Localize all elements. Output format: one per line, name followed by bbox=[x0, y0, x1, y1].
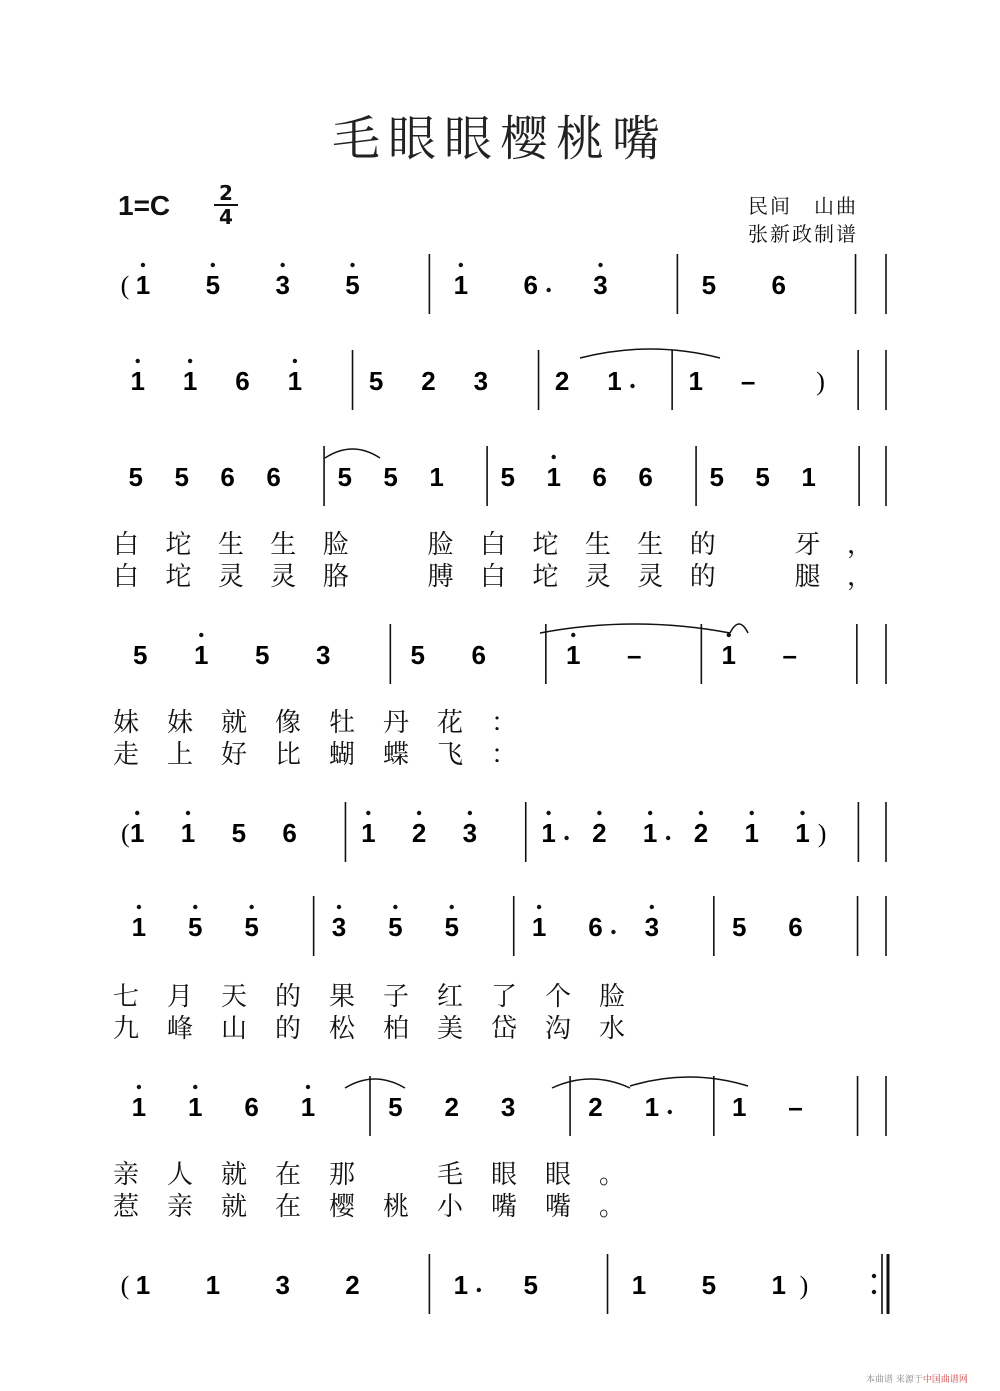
close-paren: ) bbox=[799, 1271, 809, 1300]
lyric-syllable: 腿 bbox=[794, 562, 821, 592]
note: 1 bbox=[771, 1270, 786, 1300]
sustain-dash: – bbox=[740, 366, 756, 396]
lyric-syllable: 嘴 bbox=[544, 1192, 571, 1222]
lyric-line bbox=[0, 560, 1000, 594]
tie-arc bbox=[630, 1077, 748, 1086]
lyric-syllable: 在 bbox=[274, 1192, 301, 1222]
note: 1 bbox=[135, 270, 151, 300]
lyric-syllable: 灵 bbox=[217, 562, 244, 592]
note: 2 bbox=[345, 1270, 360, 1300]
lyric-syllable: 樱 bbox=[328, 1192, 355, 1222]
note: 5 bbox=[444, 912, 459, 942]
lyric-syllable: 坨 bbox=[165, 562, 192, 592]
note: 5 bbox=[128, 462, 144, 492]
lyric-syllable: 飞 bbox=[436, 740, 463, 770]
lyric-syllable: 眼 bbox=[490, 1160, 517, 1190]
lyric-syllable: 灵 bbox=[637, 562, 664, 592]
lyric-syllable: 花 bbox=[436, 708, 463, 738]
note: 1 bbox=[731, 1092, 747, 1122]
note: 5 bbox=[755, 462, 770, 492]
note: 1 bbox=[188, 1092, 203, 1122]
lyric-syllable: 子 bbox=[382, 982, 409, 1012]
octave-dot bbox=[650, 905, 654, 909]
lyric-syllable: 岱 bbox=[490, 1014, 517, 1044]
note: 3 bbox=[644, 912, 660, 942]
note: 5 bbox=[244, 912, 259, 942]
octave-dot bbox=[552, 455, 556, 459]
credit-transcriber: 张新政制谱 bbox=[748, 222, 858, 246]
slur-arc bbox=[552, 1079, 630, 1088]
octave-dot bbox=[750, 811, 754, 815]
note: 6 bbox=[244, 1092, 259, 1122]
score-title: 毛眼眼樱桃嘴 bbox=[331, 111, 668, 167]
lyric-syllable: 像 bbox=[274, 708, 301, 738]
lyric-syllable: 脸 bbox=[427, 530, 454, 560]
lyric-syllable: 走 bbox=[112, 740, 139, 770]
octave-dot bbox=[366, 811, 370, 815]
note: 5 bbox=[701, 1270, 717, 1300]
lyric-syllable: 惹 bbox=[112, 1192, 139, 1222]
octave-dot bbox=[597, 811, 601, 815]
note: 6 bbox=[592, 462, 607, 492]
note: 2 bbox=[588, 1092, 603, 1122]
note: 1 bbox=[131, 912, 147, 942]
note: 5 bbox=[388, 1092, 403, 1122]
note: 1 bbox=[453, 270, 469, 300]
lyric-syllable: 人 bbox=[166, 1160, 193, 1190]
note: 1 bbox=[131, 1092, 147, 1122]
note: 5 bbox=[368, 366, 384, 396]
octave-dot bbox=[188, 359, 192, 363]
lyric-syllable: 美 bbox=[436, 1014, 463, 1044]
note: 5 bbox=[709, 462, 724, 492]
lyric-syllable: ： bbox=[490, 740, 517, 770]
octave-dot bbox=[211, 263, 215, 267]
octave-dot bbox=[417, 811, 421, 815]
note: 6 bbox=[235, 366, 250, 396]
lyric-syllable: 就 bbox=[220, 708, 247, 738]
note: 5 bbox=[388, 912, 403, 942]
lyric-syllable: 嘴 bbox=[490, 1192, 517, 1222]
note: 6 bbox=[266, 462, 281, 492]
lyric-syllable: 个 bbox=[544, 982, 571, 1012]
lyric-syllable: 。 bbox=[598, 1192, 625, 1222]
lyric-syllable: 峰 bbox=[166, 1014, 193, 1044]
note: 1 bbox=[631, 1270, 647, 1300]
watermark-brand: 中国曲谱网 bbox=[922, 1375, 968, 1385]
note: 6 bbox=[523, 270, 538, 300]
note: 5 bbox=[133, 640, 148, 670]
note: 2 bbox=[554, 366, 570, 396]
open-paren: ( bbox=[120, 819, 130, 848]
augmentation-dot bbox=[666, 836, 670, 840]
slur-arc bbox=[345, 1079, 405, 1088]
lyric-syllable: 天 bbox=[220, 982, 247, 1012]
lyric-syllable: 蝴 bbox=[328, 740, 355, 770]
augmentation-dot bbox=[546, 288, 550, 292]
lyric-line bbox=[0, 980, 1000, 1014]
note: 1 bbox=[300, 1092, 316, 1122]
lyric-syllable: 果 bbox=[328, 982, 355, 1012]
note: 1 bbox=[721, 640, 737, 670]
lyric-syllable: 坨 bbox=[532, 562, 559, 592]
key-signature: 1=C bbox=[118, 190, 171, 221]
note: 5 bbox=[500, 462, 516, 492]
lyric-syllable: 脸 bbox=[598, 982, 625, 1012]
octave-dot bbox=[306, 1085, 310, 1089]
note: 2 bbox=[693, 818, 709, 848]
note: 1 bbox=[531, 912, 547, 942]
octave-dot bbox=[141, 263, 145, 267]
repeat-dot bbox=[872, 1290, 876, 1294]
lyric-syllable bbox=[368, 560, 408, 594]
lyric-syllable: 柏 bbox=[382, 1014, 409, 1044]
note: 3 bbox=[593, 270, 608, 300]
octave-dot bbox=[393, 905, 397, 909]
note: 3 bbox=[275, 270, 290, 300]
note: 6 bbox=[588, 912, 603, 942]
lyric-syllable: 小 bbox=[436, 1192, 463, 1222]
lyric-syllable: 好 bbox=[220, 740, 247, 770]
note: 6 bbox=[638, 462, 653, 492]
lyric-syllable: 坨 bbox=[165, 530, 192, 560]
lyric-syllable bbox=[368, 528, 408, 562]
lyric-syllable: 。 bbox=[598, 1160, 625, 1190]
lyric-syllable: 七 bbox=[112, 982, 139, 1012]
lyric-syllable: 白 bbox=[479, 530, 506, 560]
octave-dot bbox=[137, 1085, 141, 1089]
octave-dot bbox=[186, 811, 190, 815]
note: 1 bbox=[744, 818, 759, 848]
note: 1 bbox=[546, 462, 561, 492]
time-signature-upper: 2 bbox=[214, 182, 238, 206]
note: 1 bbox=[688, 366, 703, 396]
lyric-syllable: 丹 bbox=[382, 708, 409, 738]
octave-dot bbox=[648, 811, 652, 815]
octave-dot bbox=[337, 905, 341, 909]
note: 1 bbox=[130, 818, 145, 848]
note: 3 bbox=[462, 818, 478, 848]
lyric-syllable: 的 bbox=[274, 982, 301, 1012]
time-signature-lower: 4 bbox=[219, 205, 233, 229]
note: 1 bbox=[130, 366, 145, 396]
note: 5 bbox=[205, 270, 221, 300]
note: 5 bbox=[701, 270, 717, 300]
lyric-syllable bbox=[376, 1158, 416, 1192]
note: 3 bbox=[500, 1092, 516, 1122]
lyric-syllable: 白 bbox=[112, 562, 139, 592]
note: 1 bbox=[607, 366, 622, 396]
lyric-syllable: 山 bbox=[220, 1014, 247, 1044]
tie-arc bbox=[580, 349, 720, 358]
note: 1 bbox=[205, 1270, 221, 1300]
note: 5 bbox=[523, 1270, 538, 1300]
note: 5 bbox=[383, 462, 398, 492]
note: 1 bbox=[135, 1270, 151, 1300]
octave-dot bbox=[571, 633, 575, 637]
note: 2 bbox=[411, 818, 427, 848]
lyric-syllable: 脸 bbox=[322, 530, 349, 560]
octave-dot bbox=[249, 905, 253, 909]
lyric-syllable: 亲 bbox=[166, 1192, 193, 1222]
octave-dot bbox=[293, 359, 297, 363]
octave-dot bbox=[800, 811, 804, 815]
lyric-line bbox=[0, 1158, 1000, 1192]
augmentation-dot bbox=[564, 836, 568, 840]
note: 2 bbox=[421, 366, 436, 396]
lyric-line bbox=[0, 706, 1000, 740]
lyric-syllable: ： bbox=[490, 708, 517, 738]
lyric-syllable: 眼 bbox=[544, 1160, 571, 1190]
lyric-syllable: 生 bbox=[637, 530, 664, 560]
augmentation-dot bbox=[611, 930, 615, 934]
octave-dot bbox=[280, 263, 284, 267]
lyric-syllable: 那 bbox=[328, 1160, 355, 1190]
note: 1 bbox=[541, 818, 556, 848]
lyric-syllable: 水 bbox=[598, 1014, 625, 1044]
note: 5 bbox=[255, 640, 270, 670]
lyric-syllable: 膊 bbox=[427, 562, 454, 592]
lyric-syllable: 的 bbox=[274, 1014, 301, 1044]
note: 1 bbox=[182, 366, 198, 396]
lyric-syllable: 亲 bbox=[112, 1160, 139, 1190]
lyric-syllable: 上 bbox=[166, 740, 193, 770]
lyric-syllable: 月 bbox=[166, 982, 193, 1012]
lyric-syllable: 灵 bbox=[270, 562, 297, 592]
lyric-syllable: 九 bbox=[112, 1014, 139, 1044]
octave-dot bbox=[199, 633, 203, 637]
note: 2 bbox=[592, 818, 607, 848]
lyric-line bbox=[0, 1190, 1000, 1224]
note: 6 bbox=[471, 640, 486, 670]
augmentation-dot bbox=[477, 1288, 481, 1292]
lyric-syllable: 妹 bbox=[112, 708, 139, 738]
note: 5 bbox=[337, 462, 352, 492]
lyric-syllable: 生 bbox=[584, 530, 611, 560]
lyric-syllable bbox=[735, 560, 775, 594]
note: 1 bbox=[566, 640, 581, 670]
octave-dot bbox=[537, 905, 541, 909]
note: 5 bbox=[731, 912, 747, 942]
lyric-syllable: 灵 bbox=[584, 562, 611, 592]
note: 5 bbox=[410, 640, 426, 670]
octave-dot bbox=[193, 1085, 197, 1089]
lyric-syllable: 白 bbox=[479, 562, 506, 592]
augmentation-dot bbox=[630, 384, 634, 388]
note: 6 bbox=[788, 912, 803, 942]
watermark-text: 本曲谱 来源于 bbox=[866, 1375, 923, 1385]
note: 1 bbox=[644, 1092, 660, 1122]
note: 1 bbox=[453, 1270, 469, 1300]
open-paren: ( bbox=[120, 1271, 130, 1300]
slur-arc bbox=[325, 449, 380, 458]
lyric-syllable: 毛 bbox=[436, 1160, 463, 1190]
lyric-syllable: 了 bbox=[490, 982, 517, 1012]
note: 1 bbox=[801, 462, 816, 492]
note: 1 bbox=[429, 462, 444, 492]
lyric-syllable: 牡 bbox=[328, 708, 355, 738]
lyric-syllable: 就 bbox=[220, 1192, 247, 1222]
note: 5 bbox=[345, 270, 360, 300]
credit-origin: 民间 山曲 bbox=[748, 194, 858, 218]
octave-dot bbox=[450, 905, 454, 909]
note: 1 bbox=[361, 818, 376, 848]
octave-dot bbox=[135, 811, 139, 815]
lyric-syllable: 牙 bbox=[794, 530, 821, 560]
note: 3 bbox=[316, 640, 331, 670]
lyric-line bbox=[0, 1012, 1000, 1046]
note: 5 bbox=[188, 912, 203, 942]
lyric-syllable: 白 bbox=[112, 530, 139, 560]
octave-dot bbox=[459, 263, 463, 267]
lyric-line bbox=[0, 528, 1000, 562]
lyric-syllable: 沟 bbox=[544, 1014, 571, 1044]
lyric-syllable: 的 bbox=[689, 530, 716, 560]
octave-dot bbox=[699, 811, 703, 815]
lyric-syllable: 妹 bbox=[166, 708, 193, 738]
lyric-syllable: 生 bbox=[270, 530, 297, 560]
note: 2 bbox=[444, 1092, 459, 1122]
octave-dot bbox=[137, 905, 141, 909]
lyric-syllable: 坨 bbox=[532, 530, 559, 560]
octave-dot bbox=[136, 359, 140, 363]
note: 5 bbox=[174, 462, 189, 492]
lyric-syllable: 松 bbox=[328, 1014, 355, 1044]
lyric-syllable: ， bbox=[846, 562, 873, 592]
lyric-line bbox=[0, 738, 1000, 772]
close-paren: ) bbox=[817, 819, 827, 848]
note: 1 bbox=[795, 818, 810, 848]
octave-dot bbox=[350, 263, 354, 267]
note: 1 bbox=[194, 640, 209, 670]
sustain-dash: – bbox=[627, 640, 642, 670]
note: 1 bbox=[642, 818, 658, 848]
augmentation-dot bbox=[668, 1110, 672, 1114]
note: 6 bbox=[282, 818, 297, 848]
lyric-syllable: 胳 bbox=[322, 562, 349, 592]
note: 5 bbox=[231, 818, 247, 848]
lyric-syllable: 红 bbox=[436, 982, 463, 1012]
note: 1 bbox=[180, 818, 196, 848]
note: 3 bbox=[275, 1270, 290, 1300]
lyric-syllable bbox=[735, 528, 775, 562]
note: 6 bbox=[220, 462, 235, 492]
octave-dot bbox=[193, 905, 197, 909]
open-paren: ( bbox=[120, 271, 130, 300]
sustain-dash: – bbox=[782, 640, 798, 670]
lyric-syllable: 就 bbox=[220, 1160, 247, 1190]
note: 6 bbox=[771, 270, 786, 300]
lyric-syllable: 比 bbox=[274, 740, 301, 770]
octave-dot bbox=[598, 263, 602, 267]
close-paren: ) bbox=[816, 367, 825, 396]
lyric-syllable: 生 bbox=[217, 530, 244, 560]
sustain-dash: – bbox=[788, 1092, 803, 1122]
note: 3 bbox=[331, 912, 347, 942]
repeat-dot bbox=[872, 1274, 876, 1278]
octave-dot bbox=[546, 811, 550, 815]
lyric-syllable: 桃 bbox=[382, 1192, 409, 1222]
lyric-syllable: ， bbox=[846, 530, 873, 560]
lyric-syllable: 在 bbox=[274, 1160, 301, 1190]
note: 1 bbox=[287, 366, 303, 396]
lyric-syllable: 蝶 bbox=[382, 740, 409, 770]
octave-dot bbox=[468, 811, 472, 815]
lyric-syllable: 的 bbox=[689, 562, 716, 592]
tie-arc bbox=[730, 624, 748, 633]
note: 3 bbox=[473, 366, 489, 396]
watermark bbox=[866, 1372, 968, 1385]
